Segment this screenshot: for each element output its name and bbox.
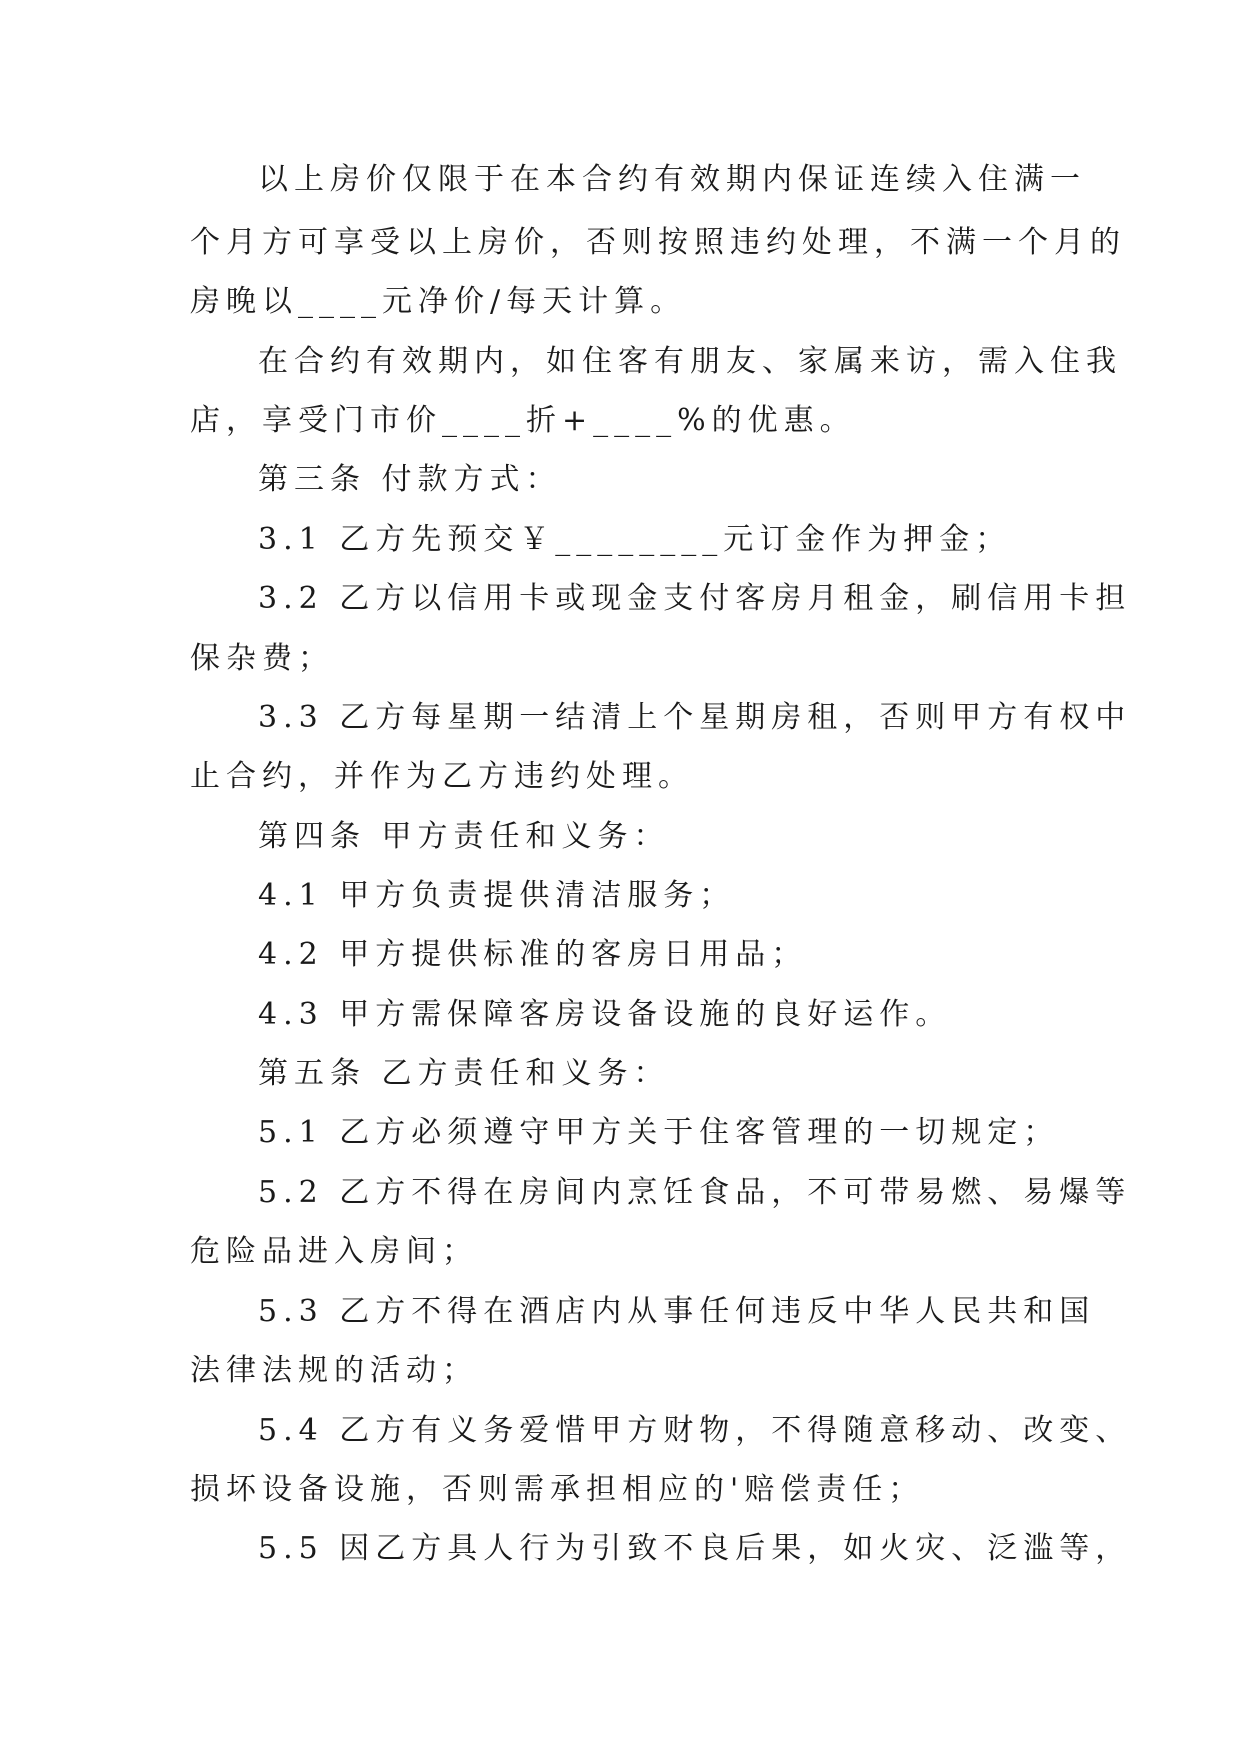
text-line: 4.2 甲方提供标准的客房日用品； <box>258 937 808 972</box>
text-line: 危险品进入房间； <box>190 1234 478 1269</box>
text-line: 个月方可享受以上房价，否则按照违约处理，不满一个月的 <box>190 225 1126 260</box>
text-line: 3.3 乙方每星期一结清上个星期房租，否则甲方有权中 <box>258 700 1132 735</box>
text-line: 在合约有效期内，如住客有朋友、家属来访，需入住我 <box>258 344 1122 379</box>
text-line: 5.3 乙方不得在酒店内从事任何违反中华人民共和国 <box>258 1294 1096 1329</box>
text-line: 店，享受门市价____折+____%的优惠。 <box>190 403 856 438</box>
text-line: 3.1 乙方先预交￥________元订金作为押金； <box>258 522 1012 557</box>
text-line: 3.2 乙方以信用卡或现金支付客房月租金，刷信用卡担 <box>258 581 1132 616</box>
text-line: 保杂费； <box>190 641 334 676</box>
section-heading: 第五条 乙方责任和义务： <box>258 1056 670 1091</box>
section-heading: 第四条 甲方责任和义务： <box>258 819 670 854</box>
section-heading: 第三条 付款方式： <box>258 462 562 497</box>
text-line: 损坏设备设施，否则需承担相应的'赔偿责任； <box>190 1472 925 1507</box>
text-line: 5.5 因乙方具人行为引致不良后果，如火灾、泛滥等， <box>258 1531 1132 1566</box>
text-line: 4.1 甲方负责提供清洁服务； <box>258 878 736 913</box>
text-line: 止合约，并作为乙方违约处理。 <box>190 759 694 794</box>
text-line: 以上房价仅限于在本合约有效期内保证连续入住满一 <box>258 162 1086 197</box>
text-line: 5.4 乙方有义务爱惜甲方财物，不得随意移动、改变、 <box>258 1413 1132 1448</box>
text-line: 房晚以____元净价/每天计算。 <box>190 284 687 319</box>
text-line: 法律法规的活动； <box>190 1353 478 1388</box>
text-line: 5.2 乙方不得在房间内烹饪食品，不可带易燃、易爆等 <box>258 1175 1132 1210</box>
text-line: 4.3 甲方需保障客房设备设施的良好运作。 <box>258 997 952 1032</box>
text-line: 5.1 乙方必须遵守甲方关于住客管理的一切规定； <box>258 1115 1060 1150</box>
